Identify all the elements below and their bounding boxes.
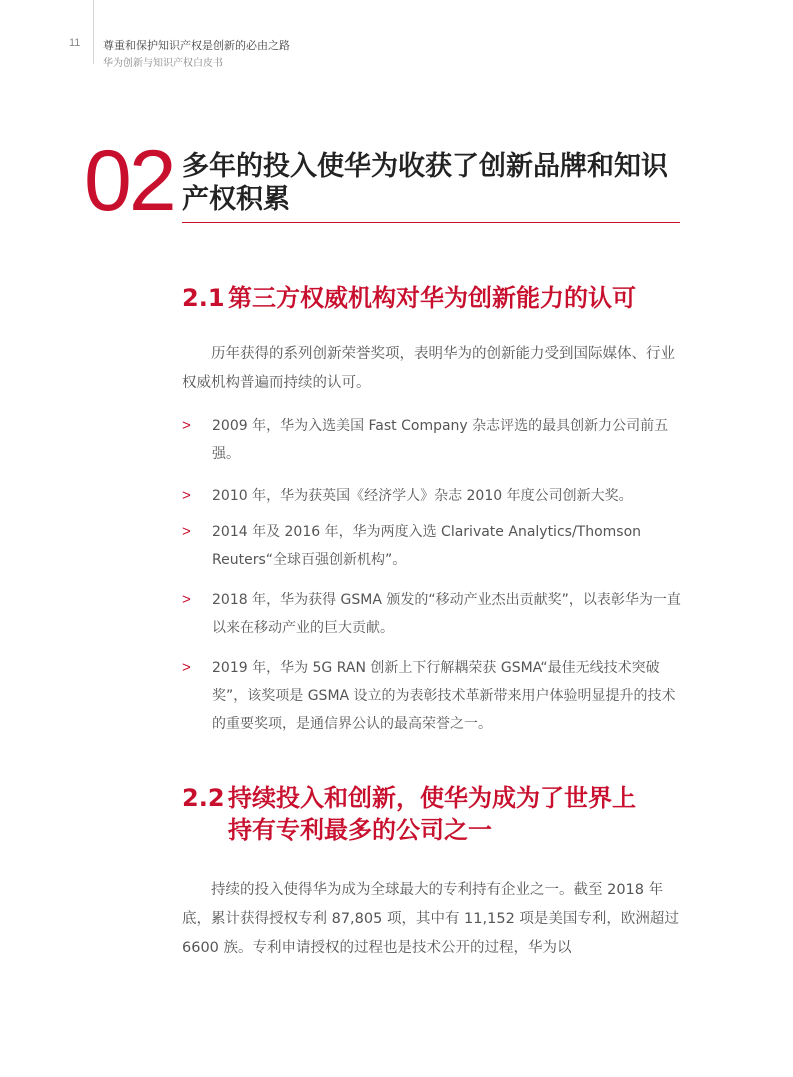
section-title-line-1: 持续投入和创新，使华为成为了世界上 <box>228 784 636 812</box>
section-intro-paragraph: 历年获得的系列创新荣誉奖项，表明华为的创新能力受到国际媒体、行业权威机构普遍而持续的认可。 <box>182 346 675 391</box>
list-item-text: 2019 年，华为 5G RAN 创新上下行解耦荣获 GSMA“最佳无线技术突破奖”，该奖项是 GSMA 设立的为表彰技术革新带来用户体验明显提升的技术的重要奖项，是通信界公认的最高荣誉之一。 <box>212 660 676 732</box>
section-title-line-2: 持有专利最多的公司之一 <box>228 816 492 844</box>
section-paragraph: 持续的投入使得华为成为全球最大的专利持有企业之一。截至 2018 年底，累计获得授权专利 87,805 项，其中有 11,152 项是美国专利，欧洲超过 6600 族。专利申请授权的过程也是技术公开的过程，华为以 <box>182 882 679 956</box>
page-number: 11 <box>69 37 81 49</box>
list-item-text: 2014 年及 2016 年，华为两度入选 Clarivate Analytics/Thomson Reuters“全球百强创新机构”。 <box>212 524 642 568</box>
section-title: 第三方权威机构对华为创新能力的认可 <box>228 284 636 312</box>
section-heading-2-1 <box>182 282 636 314</box>
list-item-text: 2010 年，华为获英国《经济学人》杂志 2010 年度公司创新大奖。 <box>212 488 633 504</box>
bullet-marker: > <box>182 591 191 608</box>
list-item <box>182 586 682 642</box>
list-item <box>182 654 682 738</box>
header-divider <box>93 0 94 64</box>
list-item <box>182 412 682 468</box>
running-header-subtitle: 华为创新与知识产权白皮书 <box>103 58 223 69</box>
chapter-title: 多年的投入使华为收获了创新品牌和知识产权积累 <box>182 151 668 215</box>
list-item <box>182 518 682 574</box>
list-item-text: 2018 年，华为获得 GSMA 颁发的“移动产业杰出贡献奖”，以表彰华为一直以来在移动产业的巨大贡献。 <box>212 592 681 636</box>
bullet-marker: > <box>182 487 191 504</box>
bullet-marker: > <box>182 417 191 434</box>
running-header-title: 尊重和保护知识产权是创新的必由之路 <box>103 39 290 52</box>
list-item <box>182 482 682 510</box>
chapter-title-rule <box>182 222 680 223</box>
section-heading-2-2 <box>182 782 636 846</box>
chapter-number: 02 <box>84 133 174 229</box>
list-item-text: 2009 年，华为入选美国 Fast Company 杂志评选的最具创新力公司前五强。 <box>212 418 669 462</box>
section-number: 2.1 <box>182 284 225 312</box>
bullet-marker: > <box>182 659 191 676</box>
section-number: 2.2 <box>182 784 225 812</box>
award-list <box>182 412 682 738</box>
bullet-marker: > <box>182 523 191 540</box>
